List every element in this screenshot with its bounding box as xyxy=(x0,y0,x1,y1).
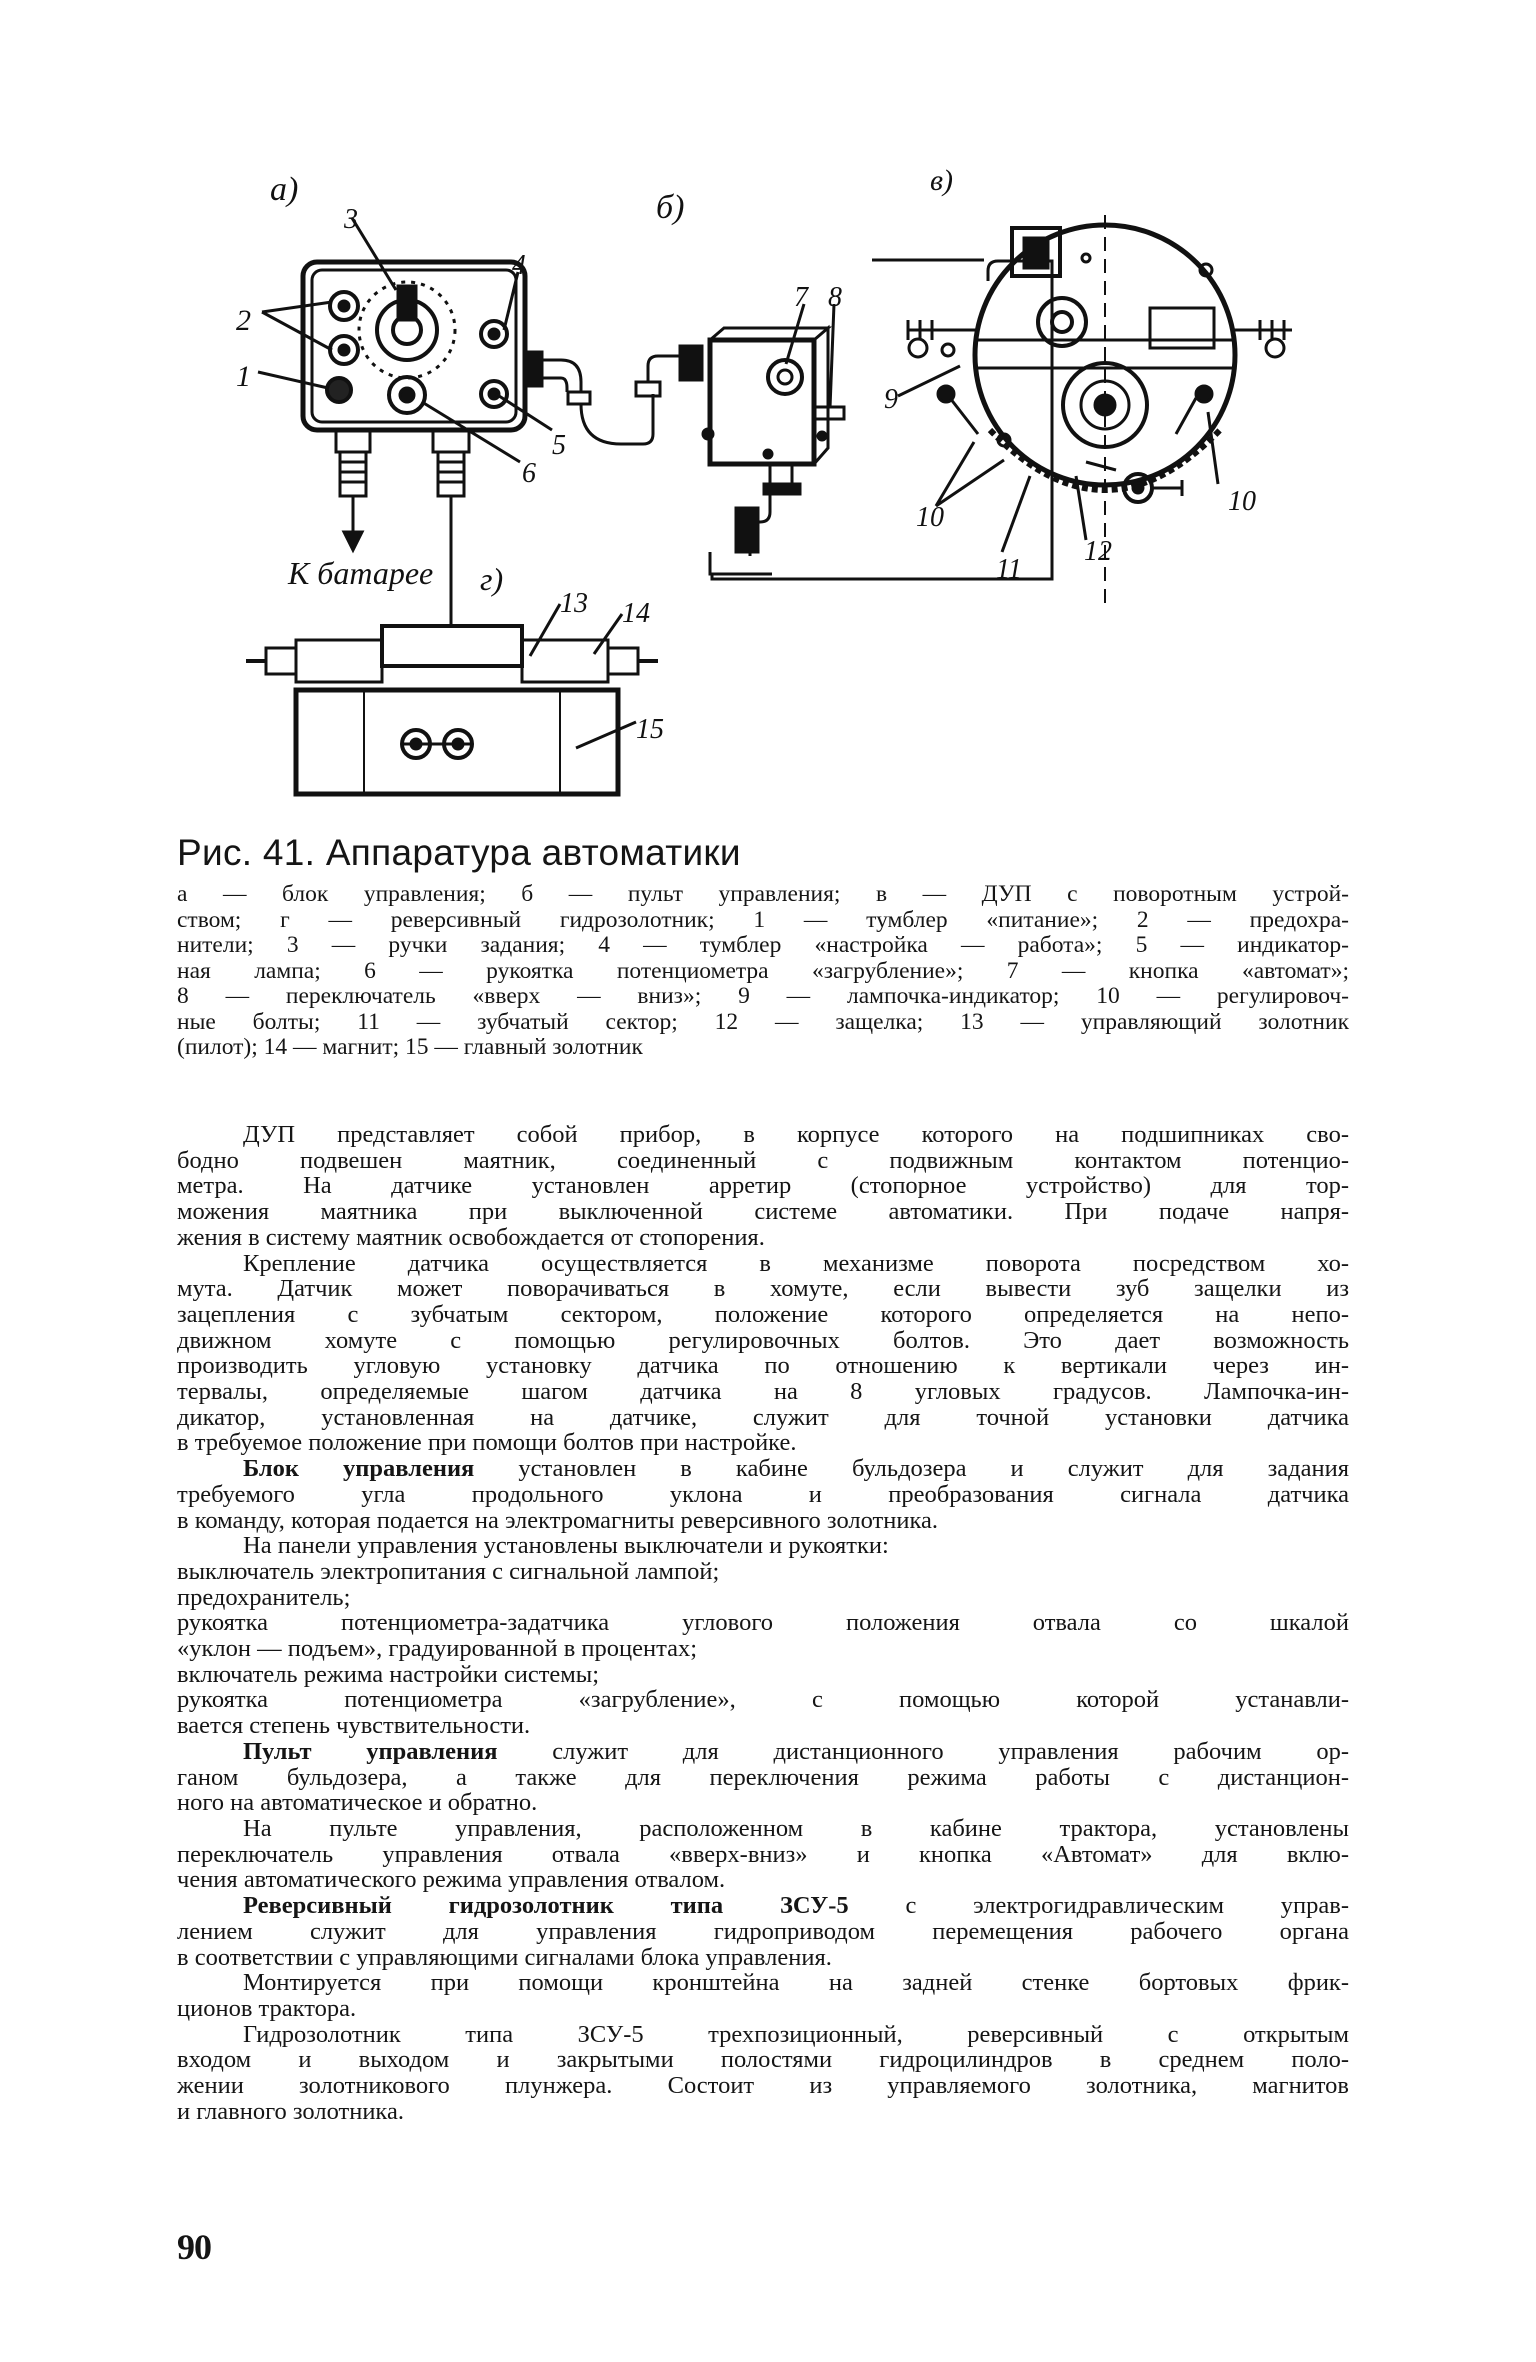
text-line: Монтируется при помощи кронштейна на задней стенке бортовых фрик- xyxy=(243,1969,1349,1997)
text-line: производить угловую установку датчика по отношению к вертикали через ин- xyxy=(177,1352,1349,1380)
text-line: и главного золотника. xyxy=(177,2097,404,2125)
text-line: ного на автоматическое и обратно. xyxy=(177,1789,538,1817)
text-line: в требуемое положение при помощи болтов при настройке. xyxy=(177,1429,797,1457)
text-line xyxy=(177,1739,1349,1765)
legend-line: ством; г — реверсивный гидрозолотник; 1 — тумблер «питание»; 2 — предохра- xyxy=(177,906,1349,933)
text-line: лением служит для управления гидроприводом перемещения рабочего органа xyxy=(177,1917,1349,1945)
text-line: На панели управления установлены выключатели и рукоятки: xyxy=(243,1532,889,1560)
legend-line: нители; 3 — ручки задания; 4 — тумблер «настройка — работа»; 5 — индикатор- xyxy=(177,932,1349,958)
term-reversing-valve: Реверсивный гидрозолотник типа ЗСУ-5 xyxy=(243,1892,849,1920)
label-10-left: 10 xyxy=(916,502,944,533)
label-8: 8 xyxy=(828,282,842,313)
term-control-block: Блок управления xyxy=(243,1455,475,1483)
figure-caption-title: Рис. 41. Аппаратура автоматики xyxy=(177,832,741,873)
label-3: 3 xyxy=(344,204,358,235)
text-line: жения в систему маятник освобождается от стопорения. xyxy=(177,1223,765,1251)
label-9: 9 xyxy=(884,384,898,415)
legend-line: ная лампа; 6 — рукоятка потенциометра «загрубление»; 7 — кнопка «автомат»; xyxy=(177,957,1349,984)
text-line: метра. На датчике установлен арретир (стопорное устройство) для тор- xyxy=(177,1172,1349,1200)
label-b: б) xyxy=(656,189,685,226)
text-line: в команду, которая подается на электромагниты реверсивного золотника. xyxy=(177,1506,939,1534)
text-line: На пульте управления, расположенном в кабине трактора, установлены xyxy=(243,1814,1349,1842)
text-line: вается степень чувствительности. xyxy=(177,1712,531,1740)
text-line: ционов трактора. xyxy=(177,1994,357,2022)
label-11: 11 xyxy=(996,554,1022,585)
label-5: 5 xyxy=(552,430,566,461)
text-line: мута. Датчик может поворачиваться в хомуте, если вывести зуб защелки из xyxy=(177,1275,1349,1303)
text-line: требуемого угла продольного уклона и преобразования сигнала датчика xyxy=(177,1480,1349,1508)
text-line: ДУП представляет собой прибор, в корпусе которого на подшипниках сво- xyxy=(243,1121,1349,1148)
label-v: в) xyxy=(930,164,954,197)
text-line: предохранитель; xyxy=(177,1583,351,1611)
body-text xyxy=(177,1122,1349,2124)
text-line: ганом бульдозера, а также для переключения режима работы с дистанцион- xyxy=(177,1763,1349,1791)
connecting-tube xyxy=(581,394,653,444)
text-line: жении золотникового плунжера. Состоит из управляемого золотника, магнитов xyxy=(177,2072,1349,2100)
text-line: рукоятка потенциометра «загрубление», с помощью которой устанавли- xyxy=(177,1686,1349,1714)
legend-line: а — блок управления; б — пульт управления; в — ДУП с поворотным устрой- xyxy=(177,881,1349,907)
text-line: зацепления с зубчатым сектором, положение которого определяется на непо- xyxy=(177,1300,1349,1328)
label-2: 2 xyxy=(236,304,251,337)
label-1: 1 xyxy=(236,360,251,393)
label-10-right: 10 xyxy=(1228,486,1256,517)
label-a: a) xyxy=(270,171,299,208)
text-line xyxy=(177,1893,1349,1919)
figure-41-automation-equipment xyxy=(0,0,1536,850)
label-7: 7 xyxy=(794,282,808,313)
legend-line: (пилот); 14 — магнит; 15 — главный золотник xyxy=(177,1034,643,1060)
text-line: Гидрозолотник типа ЗСУ-5 трехпозиционный, реверсивный с открытым xyxy=(243,2020,1349,2048)
label-12: 12 xyxy=(1084,536,1112,567)
label-battery: К батарее xyxy=(288,555,434,591)
page-number: 90 xyxy=(177,2227,211,2267)
text-line: рукоятка потенциометра-задатчика углового положения отвала со шкалой xyxy=(177,1609,1349,1637)
legend-line: 8 — переключатель «вверх — вниз»; 9 — лампочка-индикатор; 10 — регулировоч- xyxy=(177,983,1349,1009)
text-line: чения автоматического режима управления отвалом. xyxy=(177,1866,726,1894)
text-line: в соответствии с управляющими сигналами блока управления. xyxy=(177,1943,832,1971)
label-4: 4 xyxy=(512,250,526,281)
label-14: 14 xyxy=(622,598,650,629)
text-run: установлен в кабине бульдозера и служит для задания xyxy=(474,1455,1349,1483)
label-6: 6 xyxy=(522,458,536,489)
text-line: переключатель управления отвала «вверх-вниз» и кнопка «Автомат» для вклю- xyxy=(177,1840,1349,1868)
text-run: служит для дистанционного управления рабочим ор- xyxy=(497,1737,1349,1765)
figure-legend xyxy=(177,882,1349,1061)
label-13: 13 xyxy=(560,588,588,619)
text-line: тервалы, определяемые шагом датчика на 8 угловых градусов. Лампочка-ин- xyxy=(177,1378,1349,1406)
label-15: 15 xyxy=(636,714,664,745)
text-line: входом и выходом и закрытыми полостями гидроцилиндров в среднем поло- xyxy=(177,2046,1349,2074)
legend-line: ные болты; 11 — зубчатый сектор; 12 — защелка; 13 — управляющий золотник xyxy=(177,1008,1349,1035)
text-line: включатель режима настройки системы; xyxy=(177,1660,600,1688)
text-line: бодно подвешен маятник, соединенный с подвижным контактом потенцио- xyxy=(177,1146,1349,1174)
text-run: с электрогидравлическим управ- xyxy=(848,1892,1349,1920)
term-control-console: Пульт управления xyxy=(243,1737,498,1765)
text-line: движном хомуте с помощью регулировочных болтов. Это дает возможность xyxy=(177,1326,1349,1354)
text-line: выключатель электропитания с сигнальной лампой; xyxy=(177,1557,720,1585)
text-line: можения маятника при выключенной системе автоматики. При подаче напря- xyxy=(177,1198,1349,1226)
text-line xyxy=(177,1456,1349,1482)
label-g: г) xyxy=(480,561,504,597)
text-line: Крепление датчика осуществляется в механизме поворота посредством хо- xyxy=(243,1249,1349,1277)
text-line: «уклон — подъем», градуированной в процентах; xyxy=(177,1635,698,1663)
hydraulic-valve-drawing xyxy=(246,604,658,794)
text-line: дикатор, установленная на датчике, служит для точной установки датчика xyxy=(177,1403,1349,1431)
